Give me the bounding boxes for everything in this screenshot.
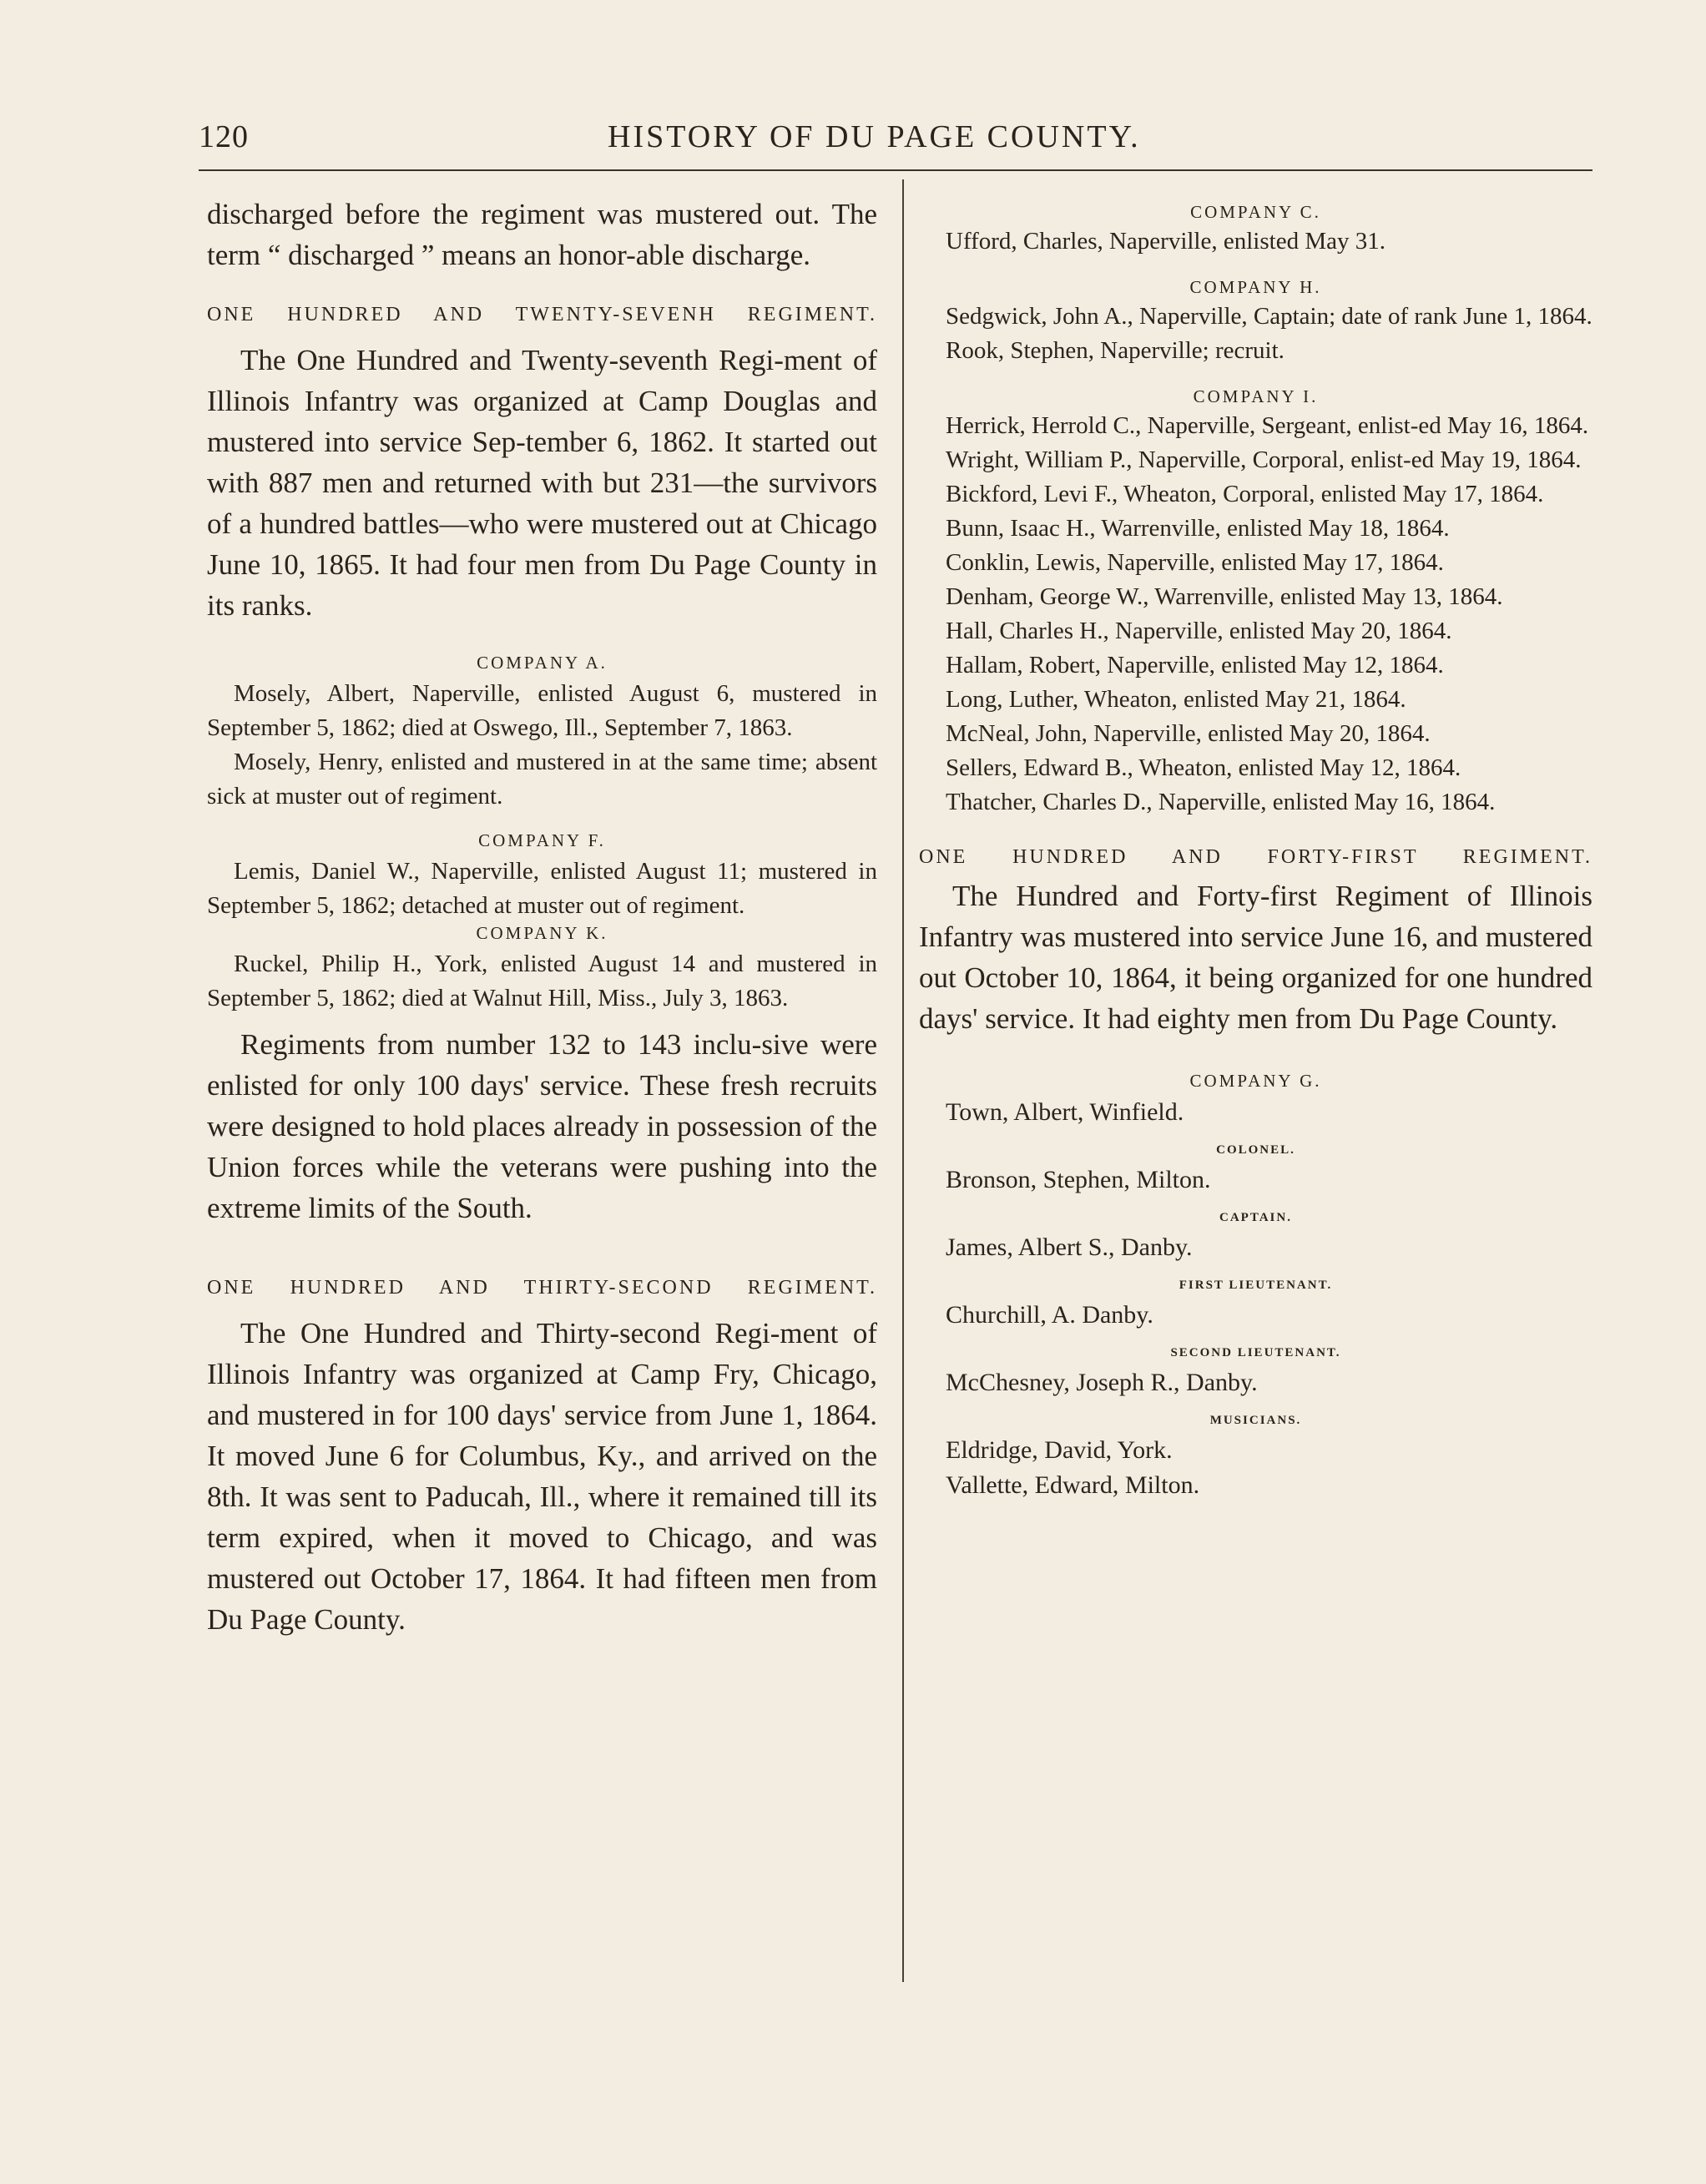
regiment-141-paragraph: The Hundred and Forty-first Regiment of Illinois Infantry was mustered into service June 16, and mustered out October 10, 1864, it being organized for one hundred days' service. It had eighty men from Du Page County.: [919, 880, 1592, 1035]
roster-entry: Vallette, Edward, Milton.: [946, 1471, 1200, 1499]
roster-entry: Denham, George W., Warrenville, enlisted May 13, 1864.: [946, 583, 1503, 610]
company-a-heading: COMPANY A.: [477, 653, 608, 673]
column-divider: [902, 179, 904, 1982]
roster-entry: Rook, Stephen, Naperville; recruit.: [946, 337, 1285, 364]
roster-entry: Herrick, Herrold C., Naperville, Sergeant, enlist-ed May 16, 1864.: [946, 412, 1589, 439]
colonel-heading: COLONEL.: [1216, 1143, 1295, 1157]
roster-entry: Thatcher, Charles D., Naperville, enlisted May 16, 1864.: [946, 789, 1496, 815]
roster-entry: Bickford, Levi F., Wheaton, Corporal, enlisted May 17, 1864.: [946, 481, 1544, 507]
regiment-127-heading: ONE HUNDRED AND TWENTY-SEVENH REGIMENT.: [207, 304, 877, 325]
captain-heading: CAPTAIN.: [1219, 1211, 1292, 1224]
company-c-heading: COMPANY C.: [1190, 202, 1321, 222]
roster-entry: Mosely, Henry, enlisted and mustered in at the same time; absent sick at muster out of regiment.: [207, 749, 877, 810]
running-head: HISTORY OF DU PAGE COUNTY.: [608, 119, 1141, 154]
company-f-heading: COMPANY F.: [478, 830, 606, 850]
roster-entry: Sedgwick, John A., Naperville, Captain; date of rank June 1, 1864.: [946, 303, 1592, 330]
roster-entry: Sellers, Edward B., Wheaton, enlisted May 12, 1864.: [946, 754, 1461, 781]
company-h-heading: COMPANY H.: [1189, 277, 1322, 297]
roster-entry: Mosely, Albert, Naperville, enlisted August 6, mustered in September 5, 1862; died at Oswego, Ill., September 7, 1863.: [207, 680, 877, 741]
roster-entry: James, Albert S., Danby.: [946, 1233, 1193, 1261]
company-i-heading: COMPANY I.: [1193, 386, 1319, 406]
company-g-heading: COMPANY G.: [1189, 1071, 1322, 1091]
roster-entry: McChesney, Joseph R., Danby.: [946, 1369, 1258, 1396]
roster-entry: Churchill, A. Danby.: [946, 1301, 1153, 1329]
page-header: [199, 119, 1592, 164]
roster-entry: Wright, William P., Naperville, Corporal, enlist-ed May 19, 1864.: [946, 446, 1582, 473]
roster-entry: Long, Luther, Wheaton, enlisted May 21, 1864.: [946, 686, 1406, 713]
musicians-heading: MUSICIANS.: [1209, 1414, 1302, 1427]
regiment-132-heading: ONE HUNDRED AND THIRTY-SECOND REGIMENT.: [207, 1277, 877, 1299]
second-lieutenant-heading: SECOND LIEUTENANT.: [1170, 1346, 1341, 1359]
left-column: [207, 194, 877, 1640]
roster-entry: Bunn, Isaac H., Warrenville, enlisted May 18, 1864.: [946, 515, 1450, 542]
first-lieutenant-heading: FIRST LIEUTENANT.: [1179, 1279, 1333, 1292]
page-number: 120: [199, 119, 249, 154]
roster-entry: Conklin, Lewis, Naperville, enlisted May 17, 1864.: [946, 549, 1444, 576]
regiment-141-heading: ONE HUNDRED AND FORTY-FIRST REGIMENT.: [919, 846, 1592, 868]
roster-entry: Ufford, Charles, Naperville, enlisted May 31.: [946, 228, 1385, 255]
roster-entry: Town, Albert, Winfield.: [946, 1098, 1184, 1126]
roster-entry: Lemis, Daniel W., Naperville, enlisted August 11; mustered in September 5, 1862; detached at muster out of regiment.: [207, 858, 877, 919]
roster-entry: Eldridge, David, York.: [946, 1436, 1173, 1464]
header-rule: [199, 169, 1592, 171]
roster-entry: Ruckel, Philip H., York, enlisted August 14 and mustered in September 5, 1862; died at Walnut Hill, Miss., July 3, 1863.: [207, 951, 877, 1011]
roster-entry: Bronson, Stephen, Milton.: [946, 1166, 1211, 1193]
roster-entry: McNeal, John, Naperville, enlisted May 20, 1864.: [946, 720, 1431, 747]
roster-entry: Hall, Charles H., Naperville, enlisted May 20, 1864.: [946, 618, 1452, 644]
right-column: [919, 194, 1592, 1503]
closing-paragraph: Regiments from number 132 to 143 inclu-sive were enlisted for only 100 days' service. These fresh recruits were designed to hold places already in possession of the Union forces while the veterans were pushing into the extreme limits of the South.: [207, 1028, 877, 1224]
regiment-132-paragraph: The One Hundred and Thirty-second Regi-ment of Illinois Infantry was organized at Camp Fry, Chicago, and mustered in for 100 days' service from June 1, 1864. It moved June 6 for Columbus, Ky., and arrived on the 8th. It was sent to Paducah, Ill., where it remained till its term expired, when it moved to Chicago, and was mustered out October 17, 1864. It had fifteen men from Du Page County.: [207, 1317, 877, 1636]
company-k-heading: COMPANY K.: [476, 923, 608, 943]
roster-entry: Hallam, Robert, Naperville, enlisted May 12, 1864.: [946, 652, 1444, 678]
intro-paragraph: discharged before the regiment was mustered out. The term “ discharged ” means an honor-able discharge.: [207, 198, 877, 271]
regiment-127-paragraph: The One Hundred and Twenty-seventh Regi-ment of Illinois Infantry was organized at Camp Douglas and mustered into service Sep-tember 6, 1862. It started out with 887 men and returned with but 231—the survivors of a hundred battles—who were mustered out at Chicago June 10, 1865. It had four men from Du Page County in its ranks.: [207, 344, 877, 622]
